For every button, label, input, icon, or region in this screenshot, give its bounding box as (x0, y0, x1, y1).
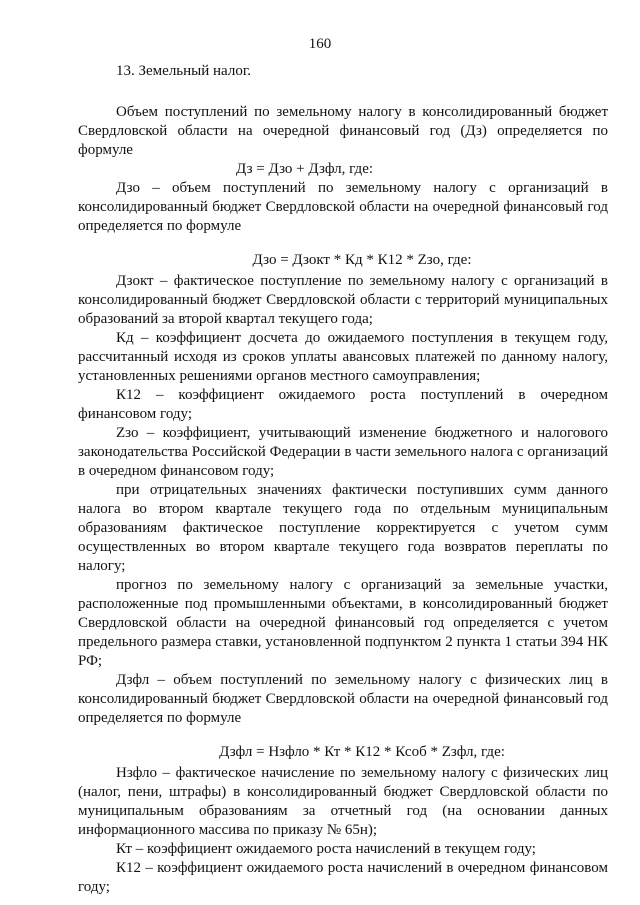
formula-dzfl: Дзфл = Нзфло * Кт * К12 * Ксоб * Zзфл, где: (219, 744, 505, 760)
paragraph-dzfl-definition: Дзфл – объем поступлений по земельному налогу с физических лиц в консолидированный бюджет Свердловской области на очередной финансовый год определяется по формуле (78, 672, 608, 726)
paragraph-negative-values: при отрицательных значениях фактически поступивших сумм данного налога во втором квартале текущего года по отдельным муниципальным образованиям фактическое поступление корректируется с учетом сумм осуществленных во втором квартале текущего года возвратов переплаты по налогу; (78, 482, 608, 574)
section-title: 13. Земельный налог. (116, 63, 252, 79)
formula-dz: Дз = Дзо + Дзфл, где: (236, 161, 374, 177)
page-number: 160 (308, 36, 332, 52)
paragraph-zzo: Zзо – коэффициент, учитывающий изменение бюджетного и налогового законодательства Российской Федерации в части земельного налога с организаций в очередном финансовом году; (78, 425, 608, 479)
paragraph-k12-receipts: К12 – коэффициент ожидаемого роста поступлений в очередном финансовом году; (78, 387, 608, 422)
paragraph-kd: Кд – коэффициент досчета до ожидаемого поступления в текущем году, рассчитанный исходя из сроков уплаты авансовых платежей по данному налогу, установленных решениями органов местного самоуправления; (78, 330, 608, 384)
paragraph-dzokt: Дзокт – фактическое поступление по земельному налогу с организаций в консолидированный бюджет Свердловской области с территорий муниципальных образований за второй квартал текущего года; (78, 273, 608, 327)
paragraph-k12-accruals: К12 – коэффициент ожидаемого роста начислений в очередном финансовом году; (78, 860, 608, 895)
paragraph-nzflo: Нзфло – фактическое начисление по земельному налогу с физических лиц (налог, пени, штрафы) в консолидированный бюджет Свердловской области по муниципальным образованиям за отчетный год (на основании данных информационного массива по приказу № 65н); (78, 765, 608, 838)
formula-dzo: Дзо = Дзокт * Кд * К12 * Zзо, где: (252, 252, 472, 268)
document-body (78, 62, 608, 897)
paragraph-industrial-forecast: прогноз по земельному налогу с организаций за земельные участки, расположенные под промышленными объектами, в консолидированный бюджет Свердловской области на очередной финансовый год определяется с учетом предельного размера ставки, установленной подпунктом 2 пункта 1 статьи 394 НК РФ; (78, 577, 608, 669)
paragraph-dzo-definition: Дзо – объем поступлений по земельному налогу с организаций в консолидированный бюджет Свердловской области на очередной финансовый год определяется по формуле (78, 180, 608, 234)
paragraph-kt: Кт – коэффициент ожидаемого роста начислений в текущем году; (116, 841, 536, 857)
paragraph-total-volume: Объем поступлений по земельному налогу в консолидированный бюджет Свердловской области на очередной финансовый год (Дз) определяется по формуле (78, 104, 608, 158)
